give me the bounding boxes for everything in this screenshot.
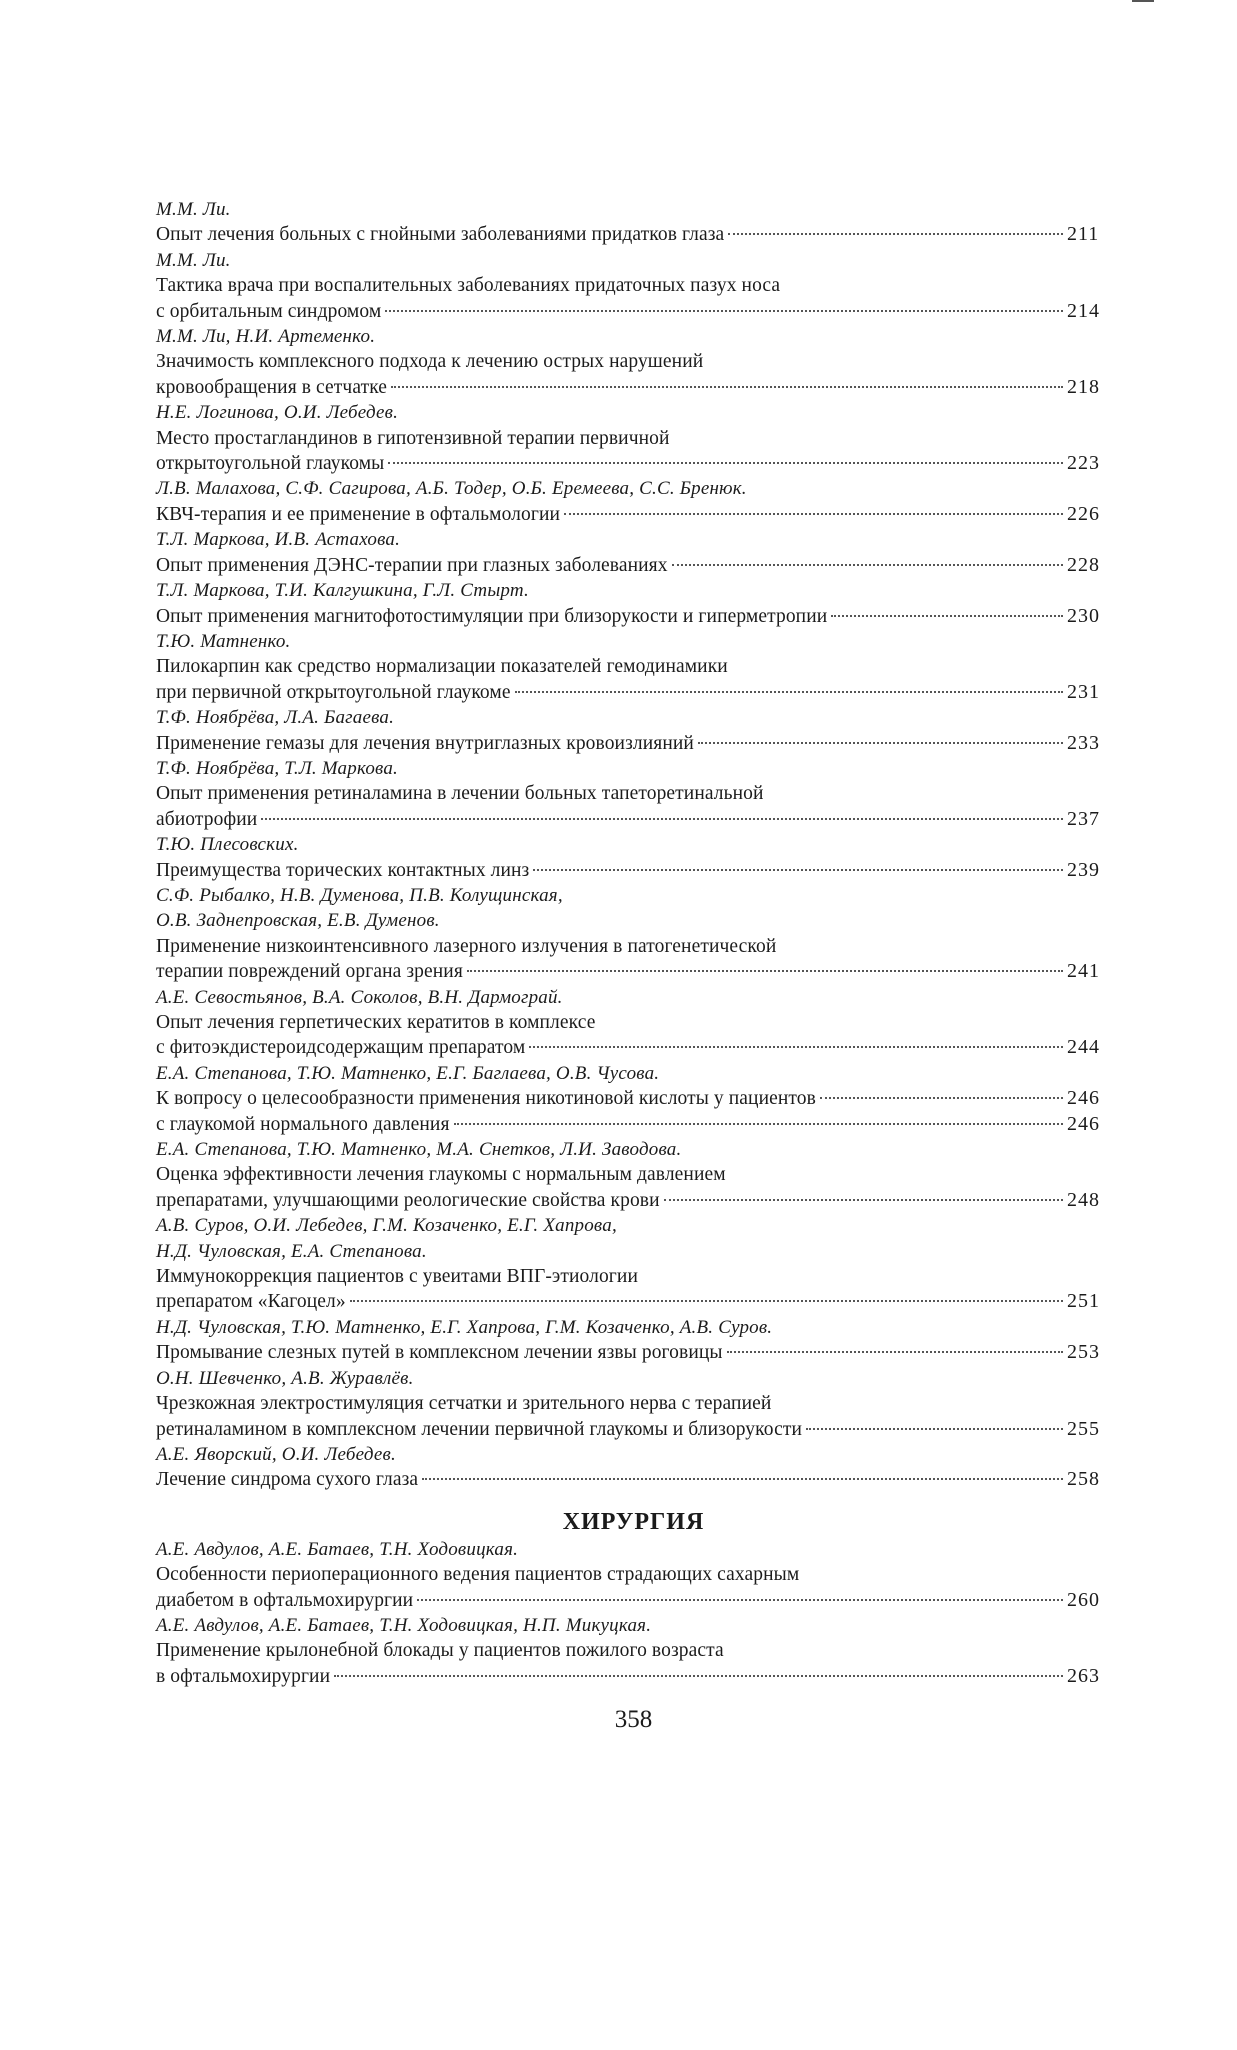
entry-title-text: Применение гемазы для лечения внутриглазных кровоизлияний — [156, 732, 694, 754]
dot-leader — [334, 1675, 1063, 1677]
entry-title-line: Место простагландинов в гипотензивной терапии первичной — [156, 427, 670, 449]
entry-authors: Н.Д. Чуловская, Т.Ю. Матненко, Е.Г. Хапрова, Г.М. Козаченко, А.В. Суров. — [156, 1316, 773, 1338]
toc-line — [156, 1112, 1111, 1137]
entry-page-number: 228 — [1067, 553, 1100, 576]
section-heading: ХИРУРГИЯ — [562, 1508, 705, 1535]
entry-page-number: 244 — [1067, 1036, 1100, 1059]
table-of-contents — [156, 197, 1111, 1689]
entry-page-number: 223 — [1067, 452, 1100, 475]
toc-entry — [156, 248, 1111, 324]
entry-page-number: 239 — [1067, 858, 1100, 881]
entry-authors: Н.Е. Логинова, О.И. Лебедев. — [156, 402, 399, 424]
toc-entry — [156, 985, 1111, 1061]
entry-authors: А.Е. Яворский, О.И. Лебедев. — [156, 1443, 396, 1465]
toc-line — [156, 731, 1111, 756]
toc-line — [156, 858, 1111, 883]
toc-line — [156, 1188, 1111, 1213]
entry-title-line: Опыт применения ретиналамина в лечении больных тапеторетинальной — [156, 783, 764, 805]
entry-authors: Т.Ф. Ноябрёва, Т.Л. Маркова. — [156, 757, 398, 779]
entry-title-line: Применение крылонебной блокады у пациентов пожилого возраста — [156, 1640, 724, 1662]
toc-entries-ophthalmology — [156, 197, 1111, 1493]
dot-leader — [388, 462, 1063, 464]
toc-line — [156, 1035, 1111, 1060]
entry-title-text: КВЧ-терапия и ее применение в офтальмологии — [156, 503, 561, 525]
toc-entry — [156, 578, 1111, 629]
entry-title-line: Оценка эффективности лечения глаукомы с нормальным давлением — [156, 1164, 726, 1186]
entry-title-text: при первичной открытоугольной глаукоме — [156, 681, 511, 703]
toc-entry — [156, 1061, 1111, 1137]
toc-line — [156, 451, 1111, 476]
toc-line — [156, 1289, 1111, 1314]
toc-line — [156, 680, 1111, 705]
toc-entry — [156, 324, 1111, 400]
toc-entry — [156, 400, 1111, 476]
entry-title-text: терапии повреждений органа зрения — [156, 961, 463, 983]
dot-leader — [417, 1599, 1063, 1601]
toc-line — [156, 299, 1111, 324]
toc-line — [156, 1340, 1111, 1365]
entry-title-line: Применение низкоинтенсивного лазерного излучения в патогенетической — [156, 935, 777, 957]
entry-page-number: 246 — [1067, 1087, 1100, 1110]
entry-authors: М.М. Ли. — [156, 249, 231, 271]
dot-leader — [728, 233, 1063, 235]
page-edge-mark — [1132, 0, 1154, 2]
entry-title-text: Промывание слезных путей в комплексном лечении язвы роговицы — [156, 1342, 723, 1364]
entry-page-number: 214 — [1067, 299, 1100, 322]
entry-title-text: ретиналамином в комплексном лечении первичной глаукомы и близорукости — [156, 1418, 802, 1440]
toc-entry — [156, 1315, 1111, 1366]
dot-leader — [515, 691, 1063, 693]
entry-authors: Т.Ф. Ноябрёва, Л.А. Багаева. — [156, 707, 395, 729]
entry-title-text: препаратами, улучшающими реологические свойства крови — [156, 1189, 660, 1211]
entry-title-text: открытоугольной глаукомы — [156, 453, 385, 475]
entry-authors: Е.А. Степанова, Т.Ю. Матненко, М.А. Снетков, Л.И. Заводова. — [156, 1139, 682, 1161]
entry-authors: Т.Ю. Плесовских. — [156, 834, 299, 856]
entry-title-text: Преимущества торических контактных линз — [156, 859, 530, 881]
dot-leader — [350, 1300, 1063, 1302]
entry-page-number: 237 — [1067, 807, 1100, 830]
entry-page-number: 226 — [1067, 502, 1100, 525]
entry-page-number: 241 — [1067, 960, 1100, 983]
entry-authors: Е.А. Степанова, Т.Ю. Матненко, Е.Г. Баглаева, О.В. Чусова. — [156, 1062, 660, 1084]
dot-leader — [831, 615, 1063, 617]
entry-authors: Л.В. Малахова, С.Ф. Сагирова, А.Б. Тодер, О.Б. Еремеева, С.С. Бренюк. — [156, 478, 747, 500]
entry-page-number: 246 — [1067, 1112, 1100, 1135]
entry-title-line: Тактика врача при воспалительных заболеваниях придаточных пазух носа — [156, 275, 781, 297]
dot-leader — [391, 386, 1063, 388]
entry-authors: А.Е. Авдулов, А.Е. Батаев, Т.Н. Ходовицкая. — [156, 1538, 519, 1560]
entry-page-number: 230 — [1067, 604, 1100, 627]
entry-authors: Н.Д. Чуловская, Е.А. Степанова. — [156, 1240, 427, 1262]
entry-page-number: 218 — [1067, 375, 1100, 398]
entry-authors: О.В. Заднепровская, Е.В. Думенов. — [156, 910, 440, 932]
toc-line — [156, 222, 1111, 247]
entry-title-text: кровообращения в сетчатке — [156, 376, 388, 398]
toc-line — [156, 553, 1111, 578]
entry-authors: Т.Ю. Матненко. — [156, 630, 291, 652]
entry-page-number: 248 — [1067, 1188, 1100, 1211]
toc-line — [156, 375, 1111, 400]
entry-title-text: препаратом «Кагоцел» — [156, 1291, 346, 1313]
entry-authors: М.М. Ли. — [156, 199, 231, 220]
entry-authors: С.Ф. Рыбалко, Н.В. Думенова, П.В. Колущинская, — [156, 884, 563, 906]
entry-title-text: Лечение синдрома сухого глаза — [156, 1469, 419, 1491]
dot-leader — [806, 1428, 1063, 1430]
toc-entries-surgery — [156, 1537, 1111, 1689]
dot-leader — [672, 564, 1063, 566]
entry-title-line: Опыт лечения герпетических кератитов в комплексе — [156, 1012, 596, 1033]
entry-title-line: Особенности периоперационного ведения пациентов страдающих сахарным — [156, 1564, 800, 1586]
dot-leader — [529, 1046, 1063, 1048]
dot-leader — [261, 818, 1063, 820]
entry-title-text: с глаукомой нормального давления — [156, 1113, 450, 1135]
dot-leader — [820, 1097, 1063, 1099]
entry-authors: Т.Л. Маркова, И.В. Астахова. — [156, 529, 401, 551]
toc-entry — [156, 1537, 1111, 1613]
toc-entry — [156, 1137, 1111, 1213]
entry-title-line: Чрезкожная электростимуляция сетчатки и зрительного нерва с терапией — [156, 1393, 772, 1415]
entry-page-number: 253 — [1067, 1341, 1100, 1364]
toc-line — [156, 1588, 1111, 1613]
entry-authors: А.Е. Авдулов, А.Е. Батаев, Т.Н. Ходовицкая, Н.П. Микуцкая. — [156, 1614, 652, 1636]
toc-entry — [156, 1213, 1111, 1315]
entry-page-number: 251 — [1067, 1290, 1100, 1313]
entry-title-text: К вопросу о целесообразности применения никотиновой кислоты у пациентов — [156, 1088, 816, 1110]
entry-title-line: Пилокарпин как средство нормализации показателей гемодинамики — [156, 656, 728, 678]
dot-leader — [467, 970, 1063, 972]
dot-leader — [385, 310, 1063, 312]
entry-title-text: с фитоэкдистероидсодержащим препаратом — [156, 1037, 526, 1059]
toc-entry — [156, 197, 1111, 248]
toc-entry — [156, 476, 1111, 527]
toc-line — [156, 1467, 1111, 1492]
toc-line — [156, 604, 1111, 629]
toc-line — [156, 1086, 1111, 1111]
entry-page-number: 255 — [1067, 1417, 1100, 1440]
entry-title-line: Иммунокоррекция пациентов с увеитами ВПГ-этиологии — [156, 1266, 638, 1288]
dot-leader — [422, 1478, 1063, 1480]
dot-leader — [664, 1199, 1063, 1201]
entry-title-text: Опыт лечения больных с гнойными заболеваниями придатков глаза — [156, 224, 725, 246]
entry-authors: Т.Л. Маркова, Т.И. Калгушкина, Г.Л. Стырт. — [156, 580, 529, 602]
entry-authors: М.М. Ли, Н.И. Артеменко. — [156, 326, 376, 348]
entry-title-text: Опыт применения ДЭНС-терапии при глазных заболеваниях — [156, 554, 668, 576]
entry-page-number: 263 — [1067, 1664, 1100, 1687]
entry-title-text: диабетом в офтальмохирургии — [156, 1589, 414, 1611]
dot-leader — [533, 869, 1063, 871]
entry-page-number: 258 — [1067, 1468, 1100, 1491]
dot-leader — [698, 742, 1063, 744]
toc-line — [156, 502, 1111, 527]
entry-page-number: 231 — [1067, 680, 1100, 703]
entry-title-text: абиотрофии — [156, 808, 258, 830]
entry-page-number: 211 — [1067, 223, 1100, 246]
entry-title-text: в офтальмохирургии — [156, 1665, 331, 1687]
toc-entry — [156, 883, 1111, 985]
toc-line — [156, 1664, 1111, 1689]
entry-authors: А.Е. Севостьянов, В.А. Соколов, В.Н. Дармограй. — [156, 986, 563, 1008]
dot-leader — [727, 1351, 1063, 1353]
entry-page-number: 260 — [1067, 1588, 1100, 1611]
toc-entry — [156, 629, 1111, 705]
page-number: 358 — [614, 1706, 653, 1733]
entry-title-line: Значимость комплексного подхода к лечению острых нарушений — [156, 351, 704, 373]
entry-title-text: Опыт применения магнитофотостимуляции при близорукости и гиперметропии — [156, 605, 828, 627]
toc-line — [156, 1417, 1111, 1442]
toc-entry — [156, 705, 1111, 756]
entry-authors: О.Н. Шевченко, А.В. Журавлёв. — [156, 1367, 414, 1389]
dot-leader — [564, 513, 1063, 515]
toc-line — [156, 807, 1111, 832]
toc-entry — [156, 756, 1111, 832]
toc-line — [156, 959, 1111, 984]
toc-entry — [156, 1366, 1111, 1442]
dot-leader — [454, 1123, 1063, 1125]
toc-entry — [156, 832, 1111, 883]
entry-title-text: с орбитальным синдромом — [156, 300, 382, 322]
toc-entry — [156, 1442, 1111, 1493]
toc-entry — [156, 527, 1111, 578]
entry-page-number: 233 — [1067, 731, 1100, 754]
toc-entry — [156, 1613, 1111, 1689]
entry-authors: А.В. Суров, О.И. Лебедев, Г.М. Козаченко, Е.Г. Хапрова, — [156, 1215, 617, 1237]
